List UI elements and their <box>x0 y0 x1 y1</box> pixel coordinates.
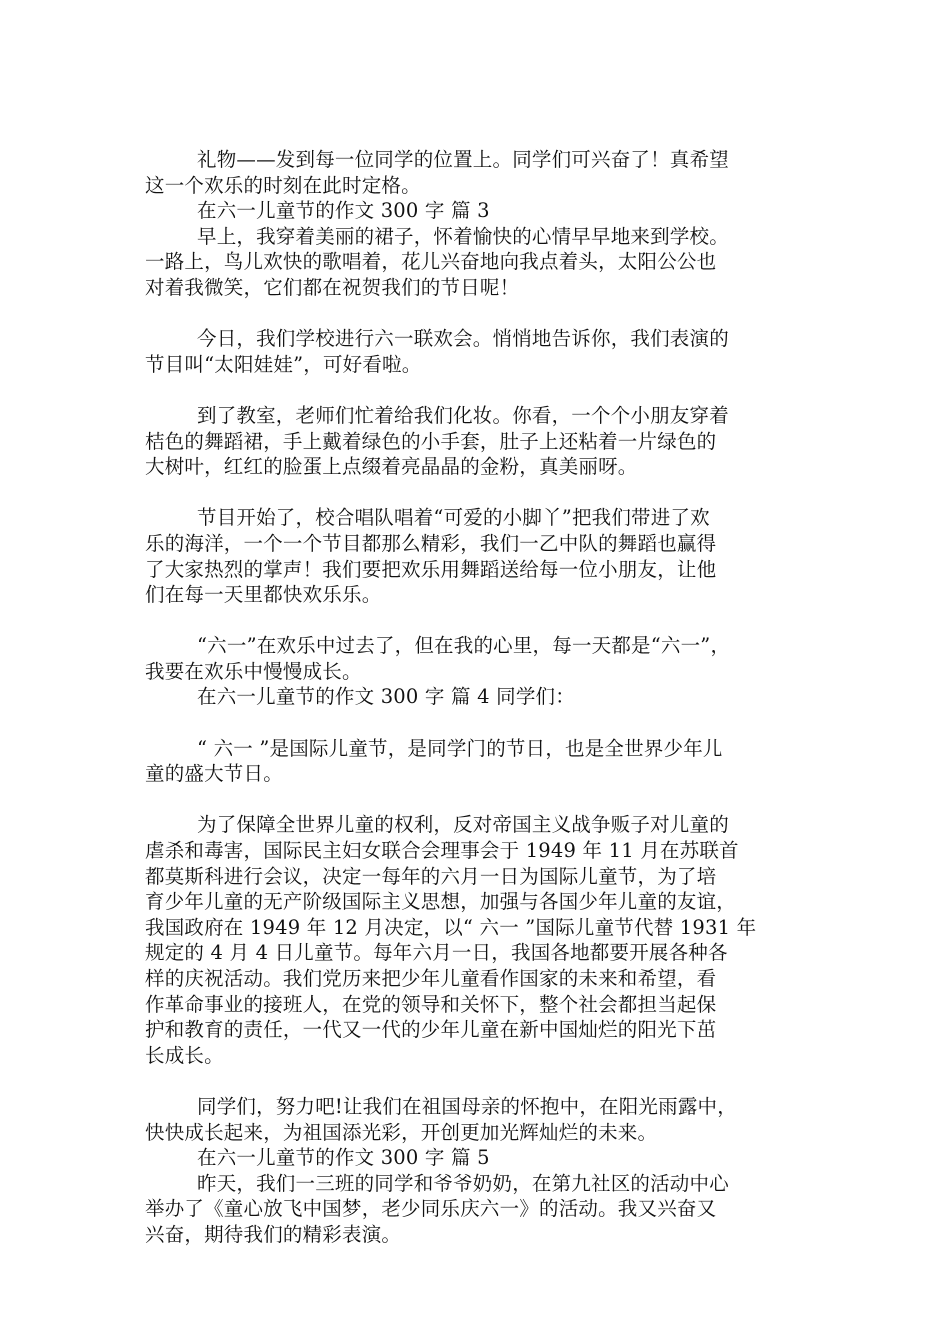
text-line: 们在每一天里都快欢乐乐。 <box>145 583 382 607</box>
text-line: 童的盛大节日。 <box>145 762 283 786</box>
text-line: 节目叫“太阳娃娃”，可好看啦。 <box>145 352 422 376</box>
text-line: 早上，我穿着美丽的裙子，怀着愉快的心情早早地来到学校。 <box>197 224 729 248</box>
text-line: 兴奋，期待我们的精彩表演。 <box>145 1222 402 1246</box>
blank-line <box>145 480 809 506</box>
text-line: 大树叶，红红的脸蛋上点缀着亮晶晶的金粉，真美丽呀。 <box>145 455 638 479</box>
text-line: 昨天，我们一三班的同学和爷爷奶奶，在第九社区的活动中心 <box>197 1171 729 1195</box>
text-line: 育少年儿童的无产阶级国际主义思想，加强与各国少年儿童的友谊， <box>145 890 737 914</box>
text-line: 样的庆祝活动。我们党历来把少年儿童看作国家的未来和希望，看 <box>145 967 717 990</box>
text-line: 一路上，鸟儿欢快的歌唱着，花儿兴奋地向我点着头，太阳公公也 <box>145 250 717 274</box>
blank-line <box>145 1068 809 1094</box>
text-line: 快快成长起来，为祖国添光彩，开创更加光辉灿烂的未来。 <box>145 1120 658 1144</box>
text-line: 对着我微笑，它们都在祝贺我们的节日呢！ <box>145 275 520 299</box>
text-line: 为了保障全世界儿童的权利，反对帝国主义战争贩子对儿童的 <box>197 813 729 837</box>
blank-line <box>145 377 809 403</box>
text-line: 同学们，努力吧!让我们在祖国母亲的怀抱中，在阳光雨露中， <box>197 1094 737 1118</box>
text-line: 在六一儿童节的作文 300 字 篇 3 <box>197 199 490 223</box>
text-line: 这一个欢乐的时刻在此时定格。 <box>145 173 421 197</box>
text-line: “ 六一 ”是国际儿童节，是同学门的节日，也是全世界少年儿 <box>197 736 723 760</box>
text-line: “六一”在欢乐中过去了，但在我的心里，每一天都是“六一”， <box>197 634 731 658</box>
text-line: 我国政府在 1949 年 12 月决定，以“ 六一 ”国际儿童节代替 1931 年 <box>145 915 757 939</box>
text-line: 了大家热烈的掌声！我们要把欢乐用舞蹈送给每一位小朋友，让他 <box>145 557 717 581</box>
text-line: 长成长。 <box>145 1043 224 1067</box>
text-line: 在六一儿童节的作文 300 字 篇 5 <box>197 1146 490 1170</box>
text-line: 规定的 4 月 4 日儿童节。每年六月一日，我国各地都要开展各种各 <box>145 941 728 965</box>
text-line: 到了教室，老师们忙着给我们化妆。你看，一个个小朋友穿着 <box>197 403 729 427</box>
text-line: 作革命事业的接班人，在党的领导和关怀下，整个社会都担当起保 <box>145 992 717 1016</box>
text-line: 都莫斯科进行会议，决定一每年的六月一日为国际儿童节，为了培 <box>145 864 717 888</box>
blank-line <box>145 710 809 736</box>
blank-line <box>145 787 809 813</box>
text-line: 在六一儿童节的作文 300 字 篇 4 同学们： <box>197 685 575 709</box>
text-line: 虐杀和毒害，国际民主妇女联合会理事会于 1949 年 11 月在苏联首 <box>145 839 739 863</box>
text-line: 今日，我们学校进行六一联欢会。悄悄地告诉你，我们表演的 <box>197 327 729 351</box>
text-line: 礼物——发到每一位同学的位置上。同学们可兴奋了！真希望 <box>197 148 729 171</box>
text-line: 举办了《童心放飞中国梦，老少同乐庆六一》的活动。我又兴奋又 <box>145 1197 717 1221</box>
text-line: 桔色的舞蹈裙，手上戴着绿色的小手套，肚子上还粘着一片绿色的 <box>145 429 717 453</box>
text-line: 护和教育的责任，一代又一代的少年儿童在新中国灿烂的阳光下茁 <box>145 1018 717 1042</box>
blank-line <box>145 608 809 634</box>
text-line: 乐的海洋，一个一个节目都那么精彩，我们一乙中队的舞蹈也赢得 <box>145 531 717 555</box>
text-line: 节目开始了，校合唱队唱着“可爱的小脚丫”把我们带进了欢 <box>197 506 710 530</box>
document-body <box>145 147 809 1248</box>
text-line: 我要在欢乐中慢慢成长。 <box>145 659 362 683</box>
blank-line <box>145 301 809 327</box>
